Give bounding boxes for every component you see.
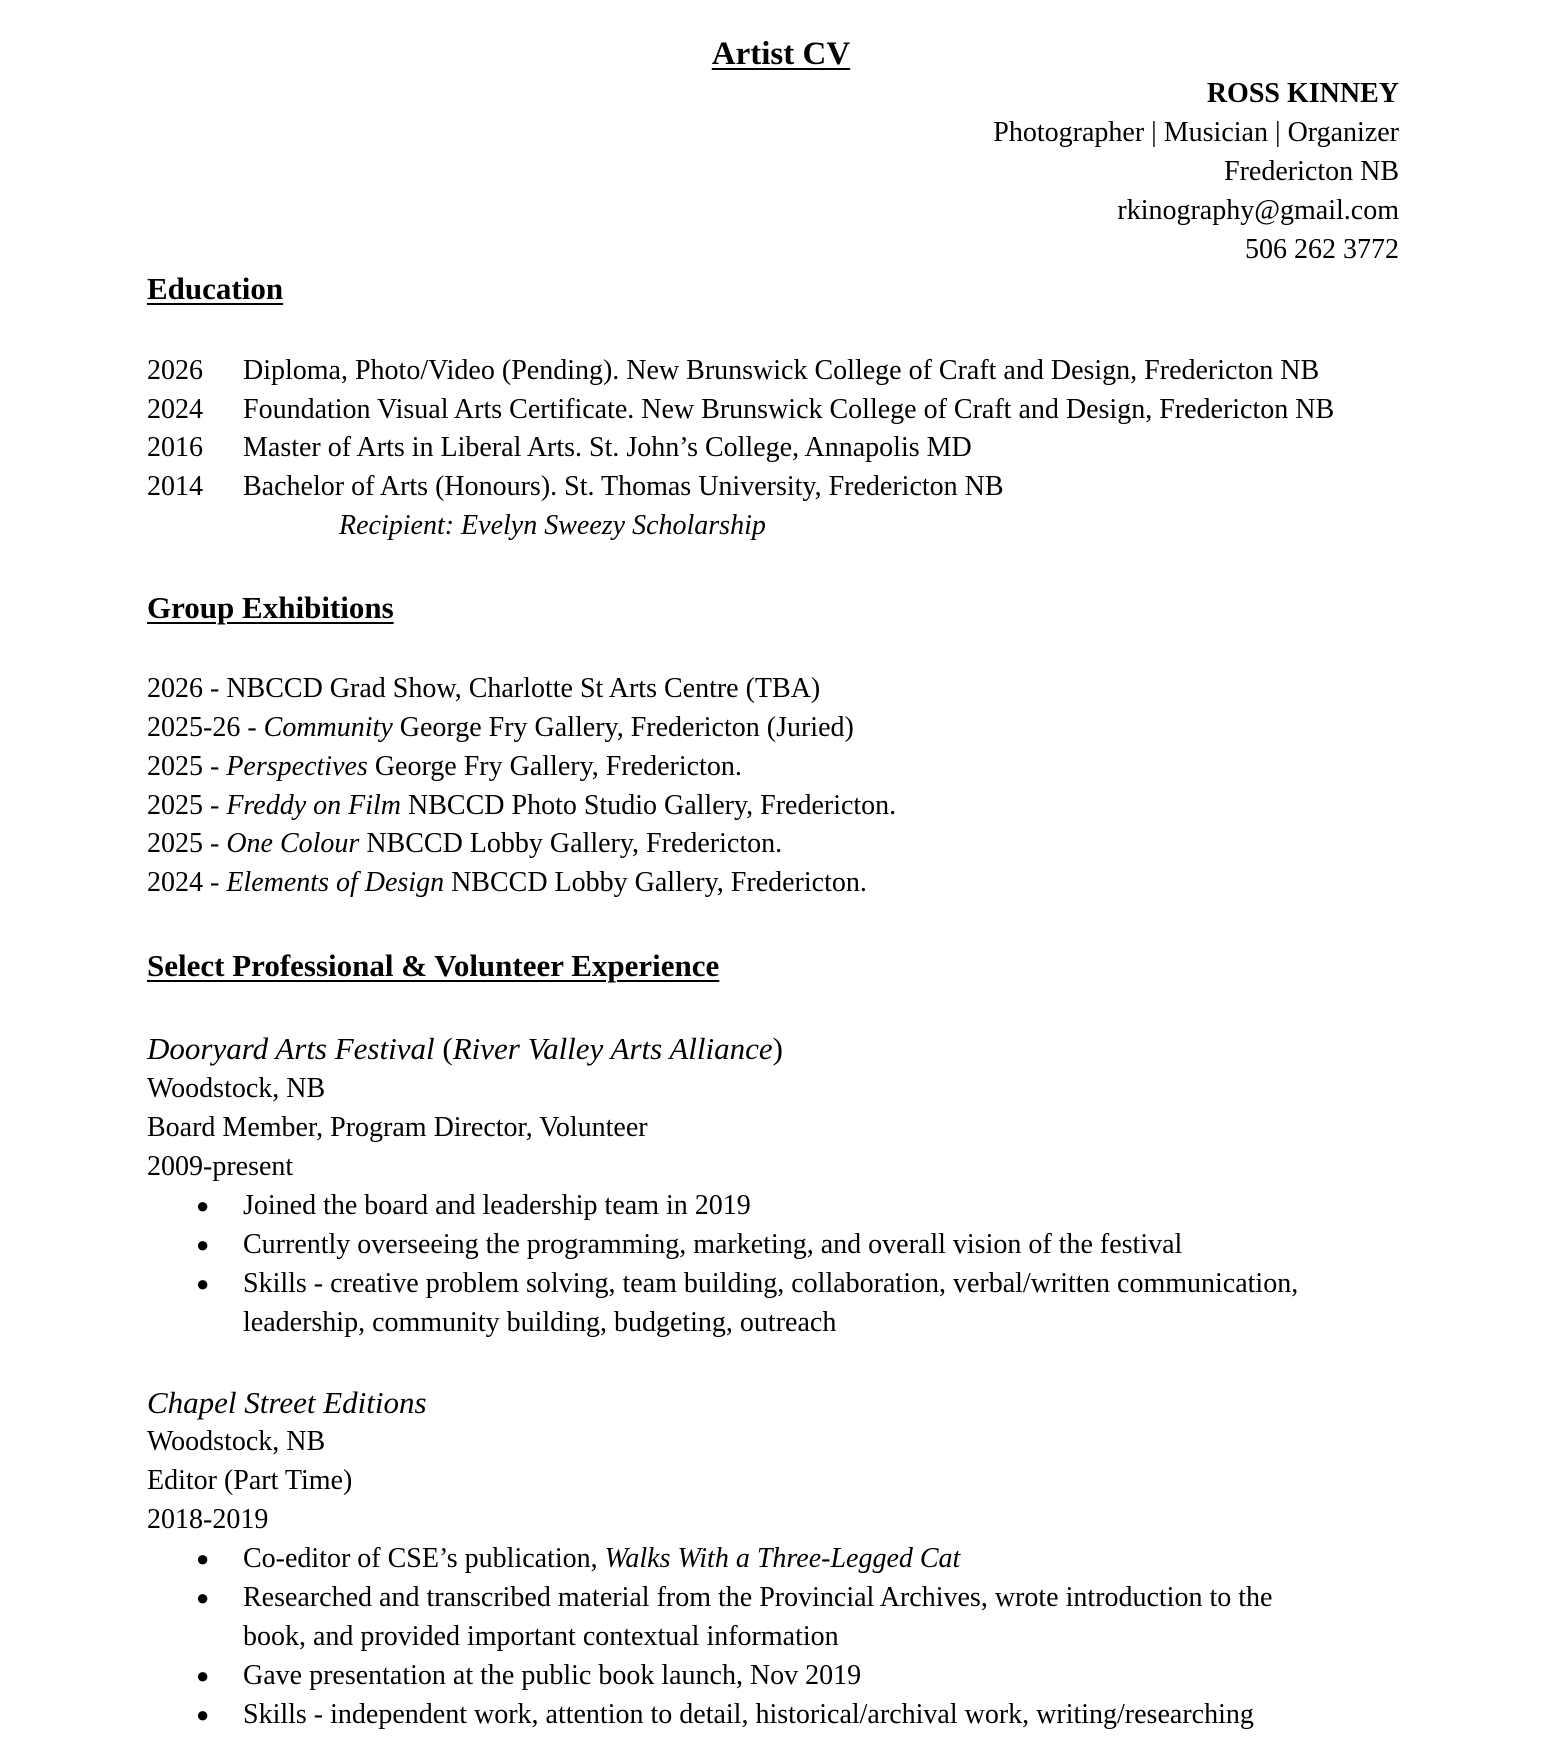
exhibition-entry: 2025 - Perspectives George Fry Gallery, Fredericton. xyxy=(147,751,742,782)
dooryard-role: Board Member, Program Director, Volunteer xyxy=(147,1112,648,1143)
education-heading: Education xyxy=(147,271,284,306)
chapel-bullet: Co-editor of CSE’s publication, Walks With a Three-Legged Cat xyxy=(243,1543,961,1574)
education-entry: Foundation Visual Arts Certificate. New Brunswick College of Craft and Design, Fredericton NB xyxy=(243,394,1335,425)
document-title: Artist CV xyxy=(711,36,851,72)
dooryard-bullet: Currently overseeing the programming, marketing, and overall vision of the festival xyxy=(243,1229,1183,1260)
bullet-icon: ● xyxy=(196,1271,210,1296)
artist-phone: 506 262 3772 xyxy=(1245,234,1399,265)
education-entry: Diploma, Photo/Video (Pending). New Brunswick College of Craft and Design, Fredericton NB xyxy=(243,355,1320,386)
bullet-icon: ● xyxy=(196,1546,210,1571)
bullet-icon: ● xyxy=(196,1663,210,1688)
education-year: 2024 xyxy=(147,394,203,425)
chapel-org-title: Chapel Street Editions xyxy=(147,1385,427,1420)
exhibition-entry: 2026 - NBCCD Grad Show, Charlotte St Arts Centre (TBA) xyxy=(147,673,821,704)
artist-roles: Photographer | Musician | Organizer xyxy=(993,117,1399,148)
exhibition-entry: 2024 - Elements of Design NBCCD Lobby Gallery, Fredericton. xyxy=(147,867,867,898)
dooryard-org-title: Dooryard Arts Festival (River Valley Arts Alliance) xyxy=(147,1031,783,1066)
bullet-icon: ● xyxy=(196,1585,210,1610)
chapel-location: Woodstock, NB xyxy=(147,1426,326,1457)
chapel-dates: 2018-2019 xyxy=(147,1504,269,1535)
education-entry: Master of Arts in Liberal Arts. St. John’s College, Annapolis MD xyxy=(243,432,972,463)
dooryard-bullet: Joined the board and leadership team in 2019 xyxy=(243,1190,751,1221)
education-entry: Bachelor of Arts (Honours). St. Thomas University, Fredericton NB xyxy=(243,471,1004,502)
education-year: 2014 xyxy=(147,471,203,502)
chapel-bullet: Skills - independent work, attention to detail, historical/archival work, writing/researching xyxy=(243,1699,1254,1730)
education-year: 2026 xyxy=(147,355,203,386)
education-year: 2016 xyxy=(147,432,203,463)
exhibitions-heading: Group Exhibitions xyxy=(147,590,394,625)
bullet-icon: ● xyxy=(196,1232,210,1257)
exhibition-entry: 2025 - Freddy on Film NBCCD Photo Studio Gallery, Fredericton. xyxy=(147,790,897,821)
dooryard-dates: 2009-present xyxy=(147,1151,294,1182)
chapel-bullet: Gave presentation at the public book launch, Nov 2019 xyxy=(243,1660,862,1691)
artist-name: ROSS KINNEY xyxy=(1206,78,1399,109)
chapel-bullet: Researched and transcribed material from the Provincial Archives, wrote introduction to the xyxy=(243,1582,1273,1613)
chapel-bullet-continued: book, and provided important contextual information xyxy=(243,1621,839,1652)
experience-heading: Select Professional & Volunteer Experience xyxy=(147,948,720,983)
scholarship-note: Recipient: Evelyn Sweezy Scholarship xyxy=(339,510,766,541)
dooryard-location: Woodstock, NB xyxy=(147,1073,326,1104)
bullet-icon: ● xyxy=(196,1702,210,1727)
exhibition-entry: 2025-26 - Community George Fry Gallery, Fredericton (Juried) xyxy=(147,712,854,743)
dooryard-bullet: Skills - creative problem solving, team building, collaboration, verbal/written communication, xyxy=(243,1268,1299,1299)
artist-location: Fredericton NB xyxy=(1224,156,1399,187)
chapel-role: Editor (Part Time) xyxy=(147,1465,353,1496)
artist-email: rkinography@gmail.com xyxy=(1117,195,1399,226)
exhibition-entry: 2025 - One Colour NBCCD Lobby Gallery, Fredericton. xyxy=(147,828,783,859)
bullet-icon: ● xyxy=(196,1193,210,1218)
dooryard-bullet-continued: leadership, community building, budgeting, outreach xyxy=(243,1307,837,1338)
